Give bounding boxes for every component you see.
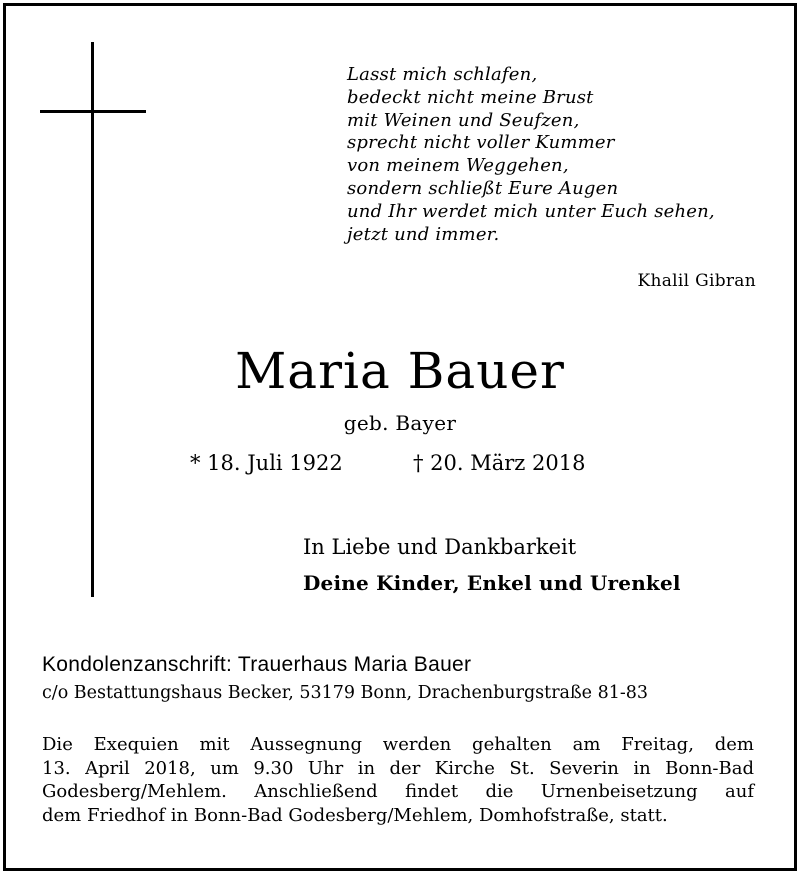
mourners-intro: In Liebe und Dankbarkeit [303, 535, 577, 559]
poem-line: sondern schließt Eure Augen [347, 177, 619, 199]
service-line: Godesberg/Mehlem. Anschließend findet die Urnenbeisetzung auf [42, 781, 754, 802]
cross-icon-horizontal-bar [40, 110, 146, 113]
poem-author: Khalil Gibran [637, 271, 756, 291]
birth-name: geb. Bayer [343, 411, 457, 435]
deceased-name: Maria Bauer [235, 342, 565, 400]
birth-date: * 18. Juli 1922 [190, 451, 343, 475]
poem-line: bedeckt nicht meine Brust [347, 86, 594, 108]
service-line: Die Exequien mit Aussegnung werden gehalten am Freitag, dem [42, 734, 754, 755]
poem-line: mit Weinen und Seufzen, [347, 109, 580, 131]
poem [347, 64, 715, 246]
poem-line: jetzt und immer. [347, 223, 500, 245]
poem-line: Lasst mich schlafen, [347, 64, 538, 85]
cross-icon-vertical-bar [91, 42, 94, 597]
condolence-address: c/o Bestattungshaus Becker, 53179 Bonn, Drachenburgstraße 81-83 [42, 683, 649, 703]
poem-line: sprecht nicht voller Kummer [347, 132, 615, 154]
poem-line: von meinem Weggehen, [347, 155, 569, 177]
death-date: † 20. März 2018 [413, 451, 586, 475]
condolence-title: Kondolenzanschrift: Trauerhaus Maria Bauer [42, 653, 472, 676]
service-line: dem Friedhof in Bonn-Bad Godesberg/Mehlem, Domhofstraße, statt. [42, 804, 668, 826]
service-line: 13. April 2018, um 9.30 Uhr in der Kirche St. Severin in Bonn-Bad [42, 757, 754, 779]
service-notice [42, 733, 754, 827]
mourners-family: Deine Kinder, Enkel und Urenkel [303, 571, 681, 595]
poem-line: und Ihr werdet mich unter Euch sehen, [347, 200, 715, 222]
